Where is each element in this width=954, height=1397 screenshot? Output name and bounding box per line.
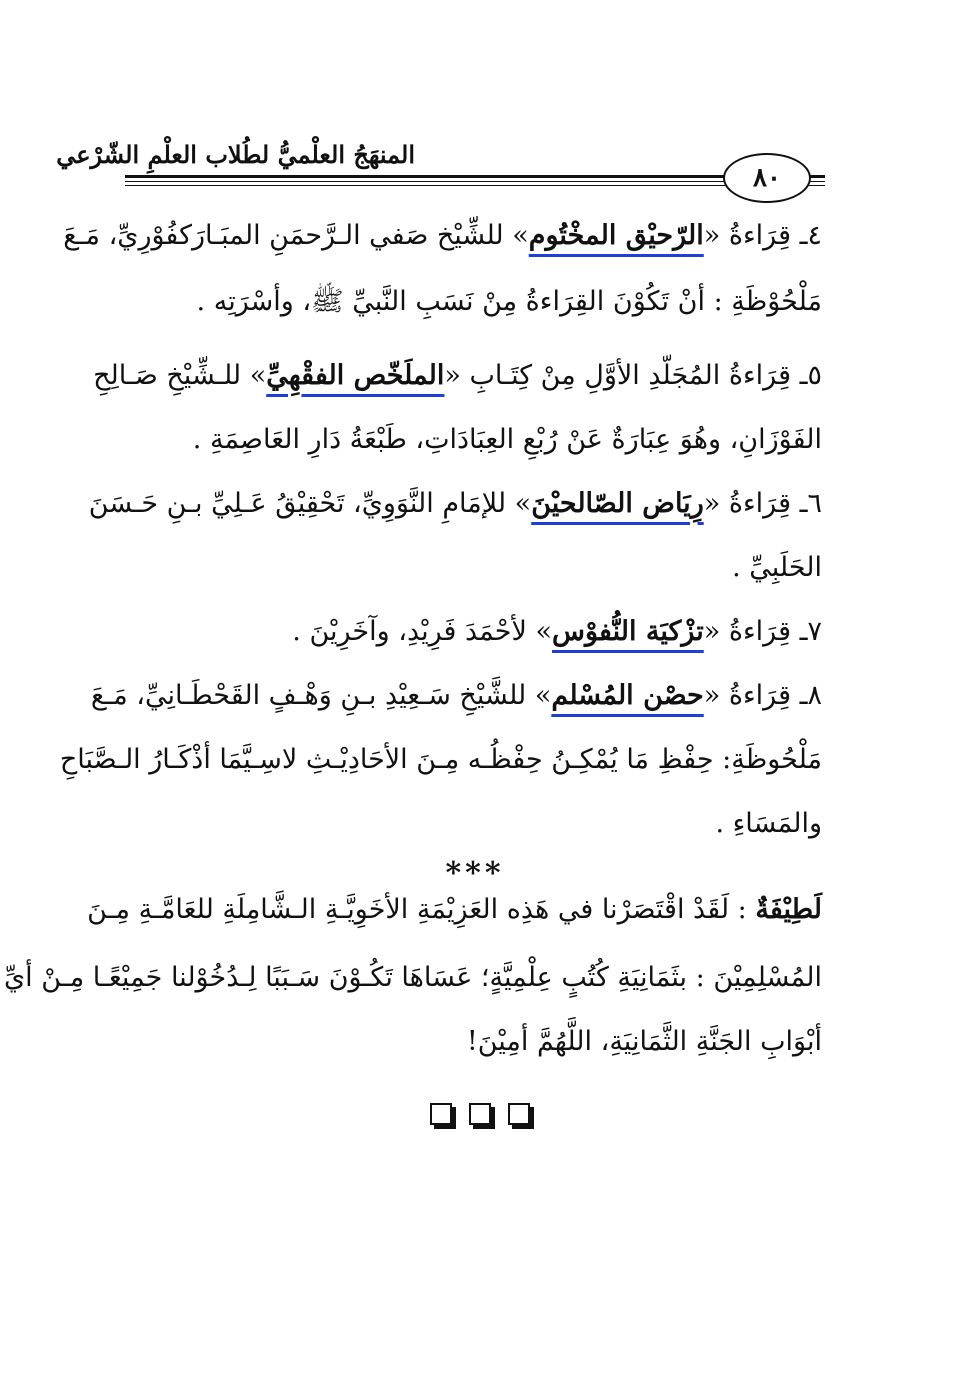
header-rule [125,175,825,178]
end-of-section-marks [430,1103,530,1129]
note-line-1: لَطِيْفَةٌ : لَقَدْ اقْتَصَرْنا في هَذِه العَزِيْمَةِ الأخَوِيَّـةِ الـشَّامِلَةِ للعَامَّـةِ مِـنَ [87,894,822,925]
book-title-link: رِيَاض الصّالحيْنَ [531,488,704,519]
page-number-badge [723,153,811,203]
section-separator: *** [445,856,505,891]
list-item-6-line-2: الحَلَبِيِّ . [732,552,822,583]
header-rule-thin-2 [125,185,825,186]
square-ornament-icon [430,1103,452,1125]
running-header-title: المنهَجُ العلْميُّ لطُلاب العلْمِ الشّرْعي [56,140,415,169]
note-line-2: المُسْلِمِيْنَ : بثَمَانِيَةِ كُتُبٍ عِلْمِيَّةٍ؛ عَسَاهَا تَكُـوْنَ سَـبَبًا لِـدُخُوْلنا جَمِيْعًـا مِـنْ أيِّ [4,962,822,993]
square-ornament-icon [469,1103,491,1125]
list-item-4-line-2: مَلْحُوْظَةِ : أنْ تَكُوْنَ القِرَاءةُ مِنْ نَسَبِ النَّبيِّ ﷺ، وأسْرَتِه . [196,286,822,317]
list-item-4-line-1: ٤ـ قِرَاءةُ «الرّحيْق المخْتُوم» للشِّيْخ صَفي الـرَّحمَنِ المبَـارَكفُوْرِيِّ، مَـعَ [63,220,822,251]
book-title-link: حصْن المُسْلم [551,680,704,711]
list-item-8-line-3: والمَسَاءِ . [715,808,822,839]
book-title-link: الرّحيْق المخْتُوم [528,220,704,251]
list-item-8-line-2: مَلْحُوظَةِ: حِفْظِ مَا يُمْكِـنُ حِفْظُـه مِـنَ الأحَادِيْـثِ لاسِـيَّمَا أذْكَـارُ الـصَّبَاحِ [59,744,822,775]
list-item-5-line-1: ٥ـ قِرَاءةُ المُجَلّدِ الأوَّلِ مِنْ كِتَـابِ «الملَخّص الفقْهِيِّ» للـشِّيْخِ صَـالِحِ [93,360,822,391]
book-title-link: تزْكيَة النُّفوْس [552,616,704,647]
list-item-7-line-1: ٧ـ قِرَاءةُ «تزْكيَة النُّفوْس» لأحْمَدَ فَرِيْدِ، وآخَرِيْنَ . [292,616,822,647]
page-number: ٨٠ [753,163,781,193]
list-item-6-line-1: ٦ـ قِرَاءةُ «رِيَاض الصّالحيْنَ» للإمَامِ النَّوَوِيِّ، تَحْقِيْقُ عَـلِيِّ بـنِ حَـسَنَ [88,488,822,519]
note-label: لَطِيْفَةٌ [755,894,822,925]
note-line-3: أبْوَابِ الجَنَّةِ الثَّمَانِيَةِ، اللَّهُمَّ أمِيْنَ! [466,1026,822,1057]
square-ornament-icon [508,1103,530,1125]
list-item-5-line-2: الفَوْزَانِ، وهُوَ عِبَارَةٌ عَنْ رُبْعِ العِبَادَاتِ، طَبْعَةُ دَارِ العَاصِمَةِ . [192,424,822,455]
book-title-link: الملَخّص الفقْهِيِّ [266,360,445,391]
list-item-8-line-1: ٨ـ قِرَاءةُ «حصْن المُسْلم» للشَّيْخِ سَـعِيْدِ بـنِ وَهْـفٍ القَحْطَـانِيِّ، مَـعَ [90,680,822,711]
header-rule-thin [125,181,825,182]
